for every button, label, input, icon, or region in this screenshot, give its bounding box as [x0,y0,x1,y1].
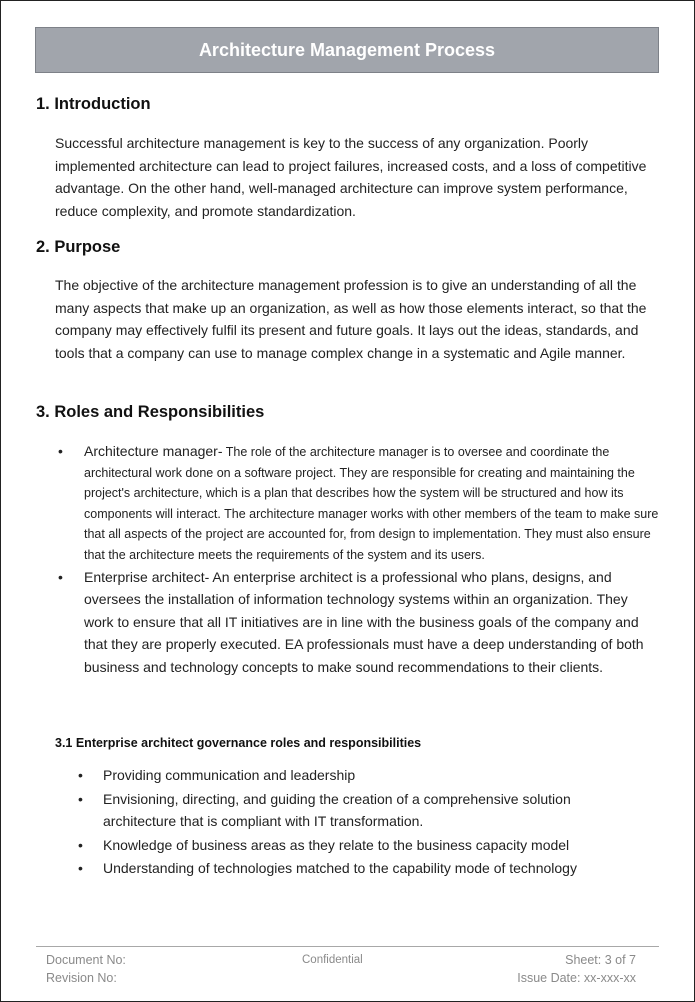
purpose-body: The objective of the architecture management profession is to give an understanding of all the many aspects that make up an organization, as well as how those elements interact, so that the company may effectively fulfil its present and future goals. It lays out the ideas, standards, and tools that a company can use to manage complex change in a systematic and Agile manner. [55,277,647,361]
list-item [55,566,661,679]
list-item: • Envisioning, directing, and guiding the creation of a comprehensive solution architecture that is compliant with IT transformation. [75,788,635,833]
roles-heading: 3. Roles and Responsibilities [36,403,265,421]
document-title-bar [35,27,659,73]
role-description: The role of the architecture manager is to oversee and coordinate the architectural work done on a software project. They are responsible for creating and maintaining the project's architecture, which is a plan that describes how the system will be structured and how its components will interact. The architecture manager works with other members of the team to make sure that all aspects of the project are accounted for, from design to implementation. They must also ensure that the architecture meets the requirements of the system and its users. [84,445,659,562]
issue-date: Issue Date: xx-xxx-xx [517,971,636,985]
bullet-icon: • [58,443,63,459]
list-item: • Understanding of technologies matched to the capability mode of technology [75,857,635,880]
document-title: Architecture Management Process [198,39,496,60]
introduction-body: Successful architecture management is key to the success of any organization. Poorly implemented architecture can lead to project failures, increased costs, and a loss of competitive advantage. On the other hand, well-managed architecture can improve system performance, reduce complexity, and promote standardization. [55,135,647,219]
list-item: • Providing communication and leadership [75,764,635,787]
list-item: • Knowledge of business areas as they relate to the business capacity model [75,834,635,857]
document-number-label: Document No: [46,953,126,967]
bullet-icon: • [78,790,83,807]
bullet-icon: • [78,860,83,877]
role-description: Enterprise architect- An enterprise architect is a professional who plans, designs, and oversees the installation of information technology systems within an organization. They work to ensure that all IT initiatives are in line with the business goals of the company and that they are properly executed. EA professionals must have a deep understanding of both business and technology concepts to make sound recommendations to their clients. [84,568,644,675]
revision-number-label: Revision No: [46,971,117,985]
purpose-heading: 2. Purpose [36,238,121,256]
role-title: Architecture manager- [84,443,223,459]
sheet-number: Sheet: 3 of 7 [565,953,636,967]
bullet-icon: • [58,568,63,585]
introduction-heading: 1. Introduction [36,95,151,113]
footer-divider [36,946,659,947]
governance-heading: 3.1 Enterprise architect governance roles and responsibilities [55,736,422,750]
bullet-icon: • [78,767,83,783]
classification-label: Confidential [302,954,363,966]
bullet-icon: • [78,836,83,853]
list-item [55,441,661,566]
roles-list [55,441,661,679]
governance-list [75,764,635,881]
